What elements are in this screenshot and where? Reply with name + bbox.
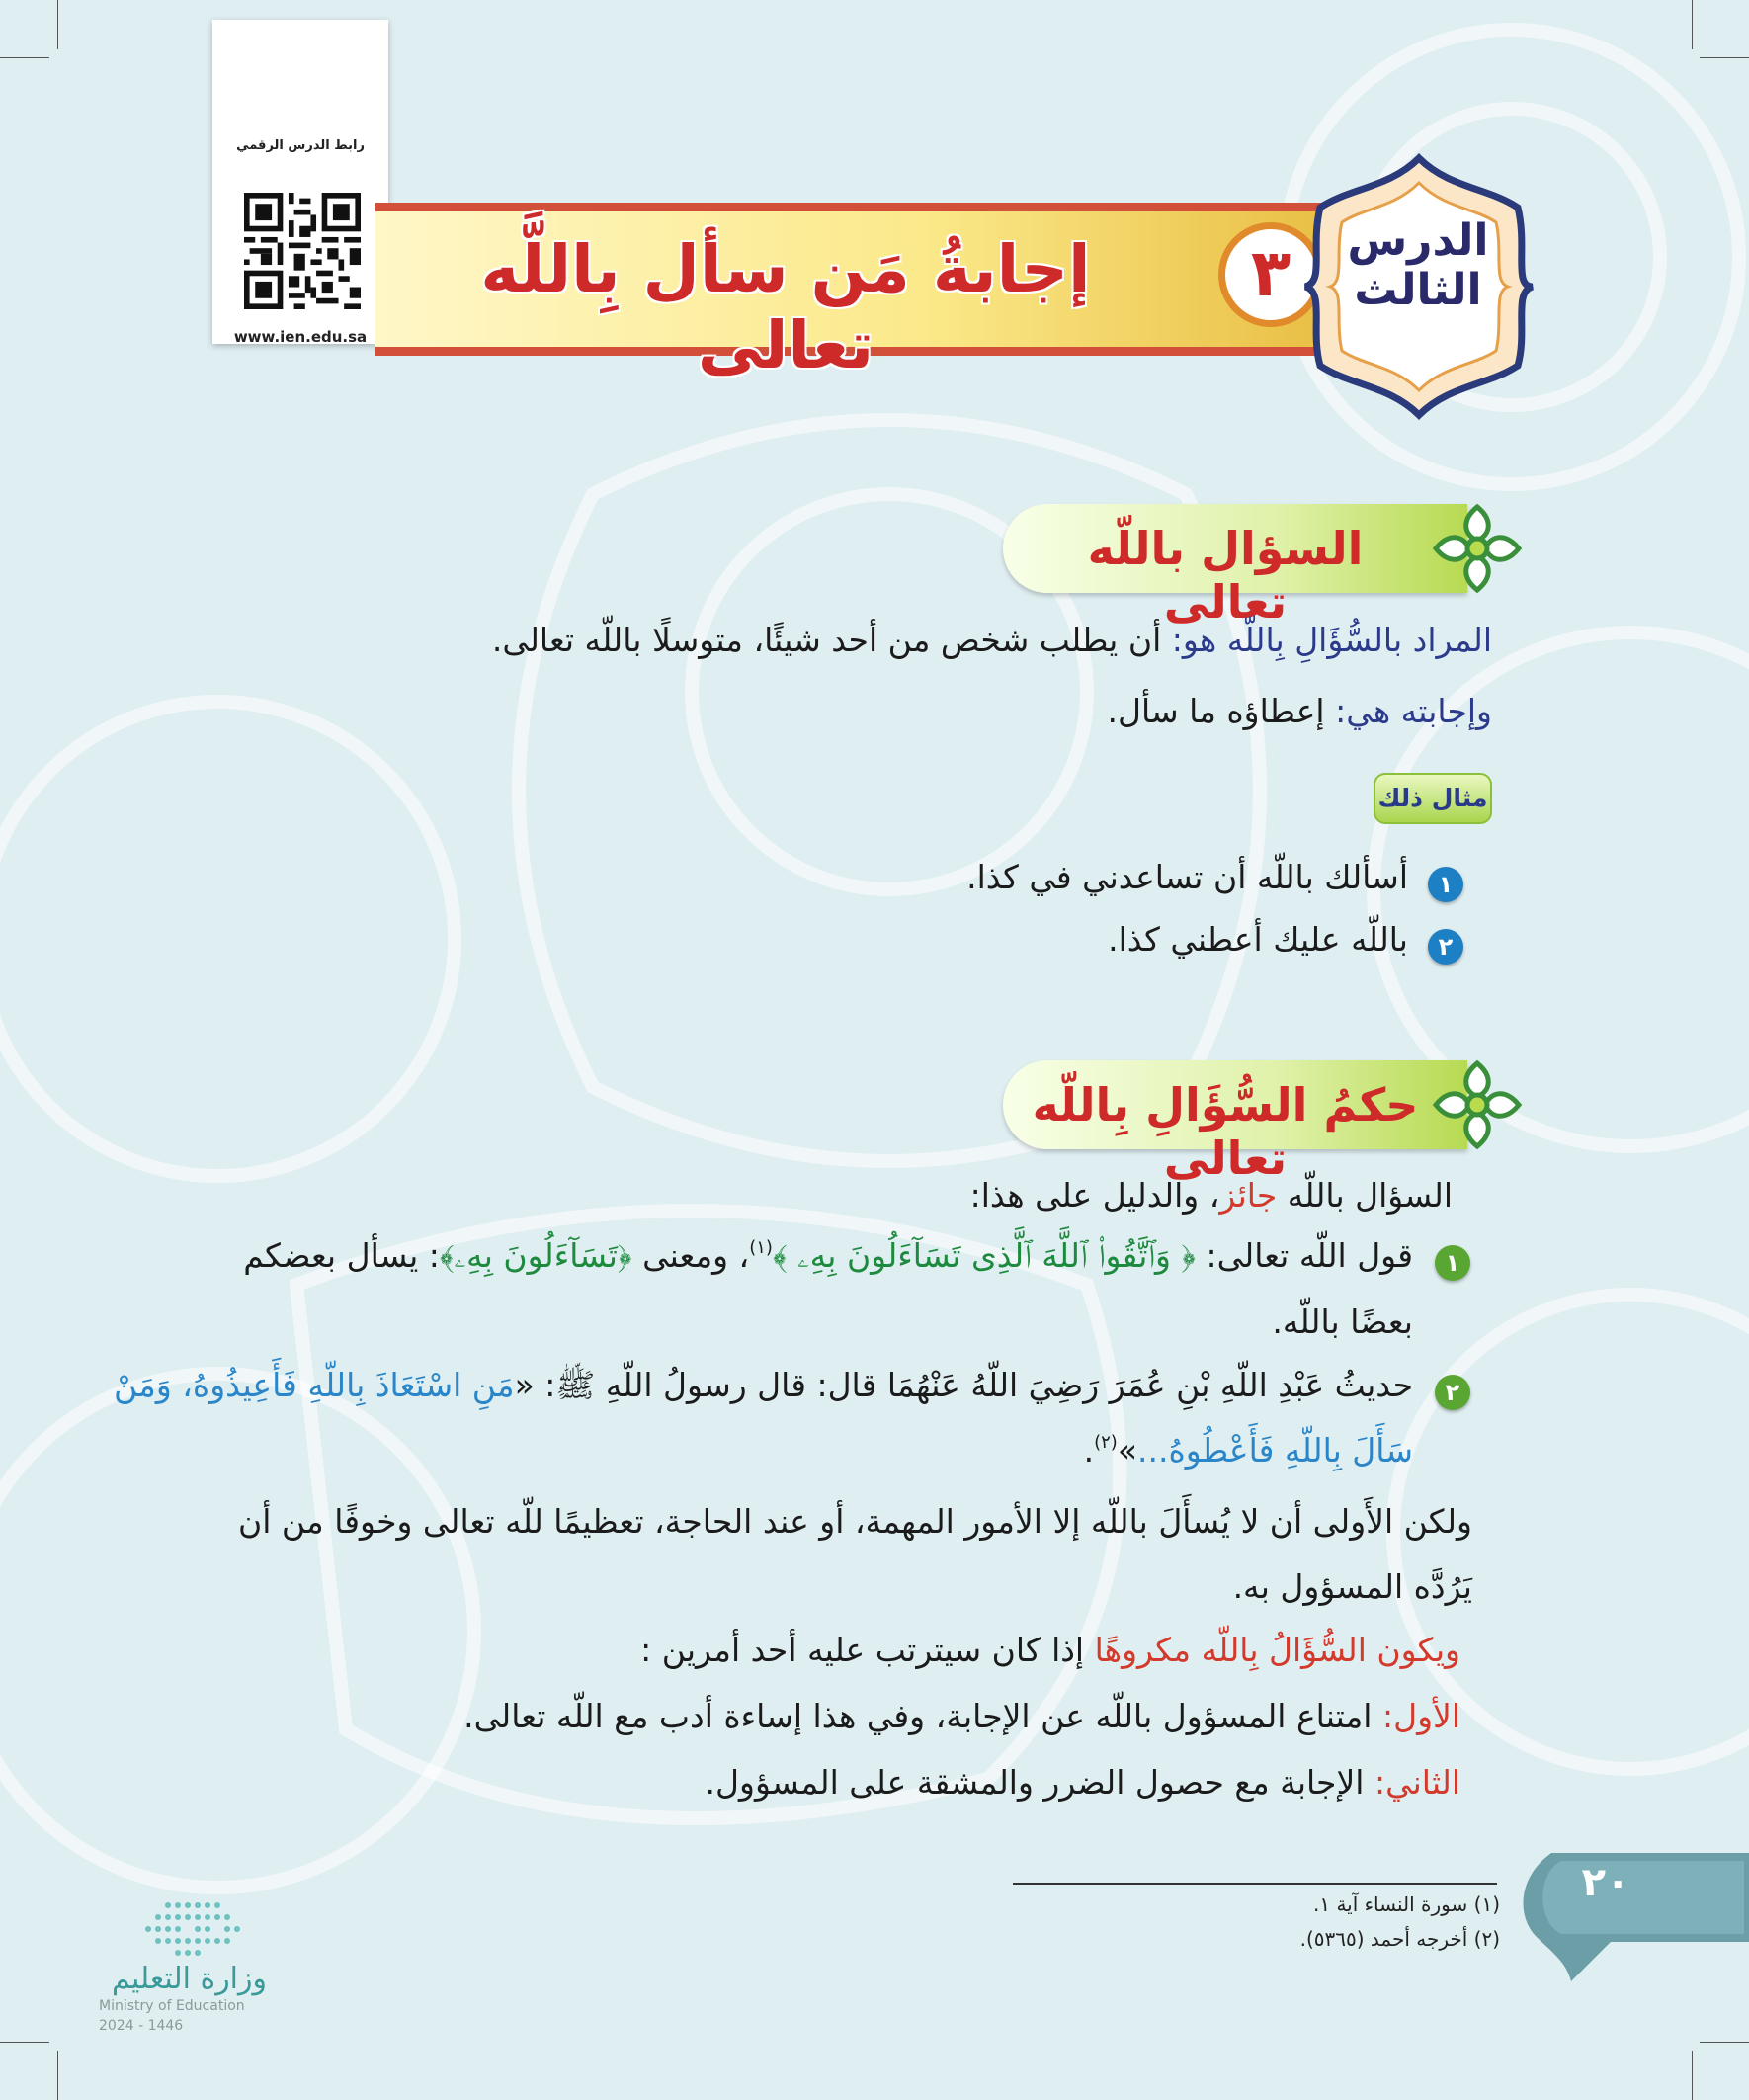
hadith-end: .	[1083, 1431, 1095, 1470]
ruling-intro-pre: السؤال باللّه	[1287, 1176, 1453, 1215]
ruling-intro	[970, 1176, 1453, 1215]
evidence-1-verse: ﴿ وَٱتَّقُوا۟ ٱللَّهَ ٱلَّذِى تَسَآءَلُونَ بِهِۦ ﴾	[772, 1236, 1197, 1275]
evidence-2-cont	[1084, 1431, 1413, 1470]
example-1-number: ١	[1428, 867, 1463, 902]
qr-caption: رابط الدرس الرقمي	[236, 138, 365, 153]
note-line-1: ولكن الأَولى أن لا يُسأَلَ باللّه إلا الأمور المهمة، أو عند الحاجة، تعظيمًا للّه تعالى وخوفًا من أن	[238, 1502, 1472, 1541]
ministry-name-ar: وزارة التعليم	[111, 1962, 267, 1996]
answer-term: وإجابته هي:	[1335, 692, 1492, 730]
second-text: الإجابة مع حصول الضرر والمشقة على المسؤول.	[705, 1763, 1365, 1802]
answer-text: إعطاؤه ما سأل.	[1107, 692, 1325, 730]
page-number-tab	[1492, 1833, 1749, 1981]
example-2-number: ٢	[1428, 929, 1463, 965]
footnote-2: (٢) أخرجه أحمد (٥٣٦٥).	[1299, 1927, 1500, 1951]
hadith-part-1: مَنِ اسْتَعَاذَ بِاللّهِ فَأَعِيذُوهُ، وَمَنْ	[114, 1366, 515, 1404]
ministry-name-en: Ministry of Education	[99, 1998, 245, 2014]
footnote-1: (١) سورة النساء آية ١.	[1312, 1892, 1500, 1916]
evidence-2-number: ٢	[1435, 1375, 1470, 1410]
definition-text: أن يطلب شخص من أحد شيئًا، متوسلًا باللّه تعالى.	[491, 621, 1162, 659]
evidence-1-mid: ، ومعنى	[642, 1236, 750, 1275]
flower-ornament-icon	[1428, 1055, 1527, 1154]
ruling-intro-post: ، والدليل على هذا:	[969, 1176, 1220, 1215]
ruling-word: جائز	[1219, 1176, 1278, 1215]
footnote-ref-2: (٢)	[1094, 1432, 1118, 1453]
makruh-pre: ويكون	[1376, 1631, 1460, 1669]
footnote-ref-1: (١)	[749, 1237, 773, 1258]
second-matter-line	[706, 1763, 1460, 1802]
evidence-1-pre: قول اللّه تعالى:	[1206, 1236, 1413, 1275]
qr-code-icon[interactable]	[244, 193, 361, 309]
lesson-badge-line1: الدرس	[1347, 215, 1489, 266]
footnote-divider	[1013, 1883, 1497, 1885]
example-label: مثال ذلك	[1374, 773, 1492, 824]
qr-url[interactable]: www.ien.edu.sa	[233, 328, 368, 346]
lesson-number: ٣	[1218, 222, 1323, 327]
first-matter-line	[463, 1697, 1460, 1735]
evidence-2-line	[114, 1366, 1413, 1413]
first-label: الأول:	[1381, 1697, 1460, 1735]
lesson-title: إجابةُ مَن سأل بِاللَّه تعالى	[480, 231, 1091, 383]
definition-term: المراد بالسُّؤَالِ بِاللّه هو:	[1171, 621, 1492, 659]
section-title-asking: السؤال باللّه تعالى	[1087, 522, 1364, 629]
example-1-text: أسألك باللّه أن تساعدني في كذا.	[966, 858, 1408, 896]
hadith-close: »	[1117, 1431, 1138, 1470]
evidence-1-number: ١	[1435, 1245, 1470, 1281]
answer-line	[1107, 692, 1492, 730]
page-number: ٢٠	[1581, 1860, 1630, 1905]
example-2-text: باللّه عليك أعطني كذا.	[1108, 920, 1408, 959]
evidence-1-post: : يسأل بعضكم	[243, 1236, 440, 1275]
makruh-post: إذا كان سيترتب عليه أحد أمرين :	[640, 1631, 1085, 1669]
first-text: امتناع المسؤول باللّه عن الإجابة، وفي هذا إساءة أدب مع اللّه تعالى.	[463, 1697, 1373, 1735]
definition-line	[492, 621, 1492, 659]
flower-ornament-icon	[1428, 499, 1527, 598]
makruh-line	[640, 1631, 1460, 1669]
evidence-1-line	[243, 1236, 1413, 1276]
lesson-badge-line2: الثالث	[1354, 265, 1482, 315]
ministry-year: 2024 - 1446	[99, 2018, 184, 2034]
qr-card[interactable]	[212, 20, 388, 344]
makruh-red: السُّؤَالُ بِاللّه مكروهًا	[1094, 1631, 1367, 1669]
evidence-1-cont: بعضًا باللّه.	[1272, 1302, 1413, 1341]
evidence-1-term: ﴿تَسَآءَلُونَ بِهِۦ﴾	[439, 1236, 632, 1275]
section-title-ruling: حكمُ السُّؤَالِ بِاللّه تعالى	[1032, 1078, 1419, 1185]
ministry-dots-icon	[99, 1897, 267, 1957]
hadith-part-2: سَأَلَ بِاللّهِ فَأَعْطُوهُ...	[1137, 1431, 1413, 1470]
note-line-2: يَرُدَّه المسؤول به.	[1232, 1567, 1472, 1606]
evidence-2-pre: حديثُ عَبْدِ اللّهِ بْنِ عُمَرَ رَضِيَ اللّهُ عَنْهُمَا قال: قال رسولُ اللّهِ ﷺ: «	[514, 1366, 1413, 1404]
second-label: الثاني:	[1374, 1763, 1460, 1802]
